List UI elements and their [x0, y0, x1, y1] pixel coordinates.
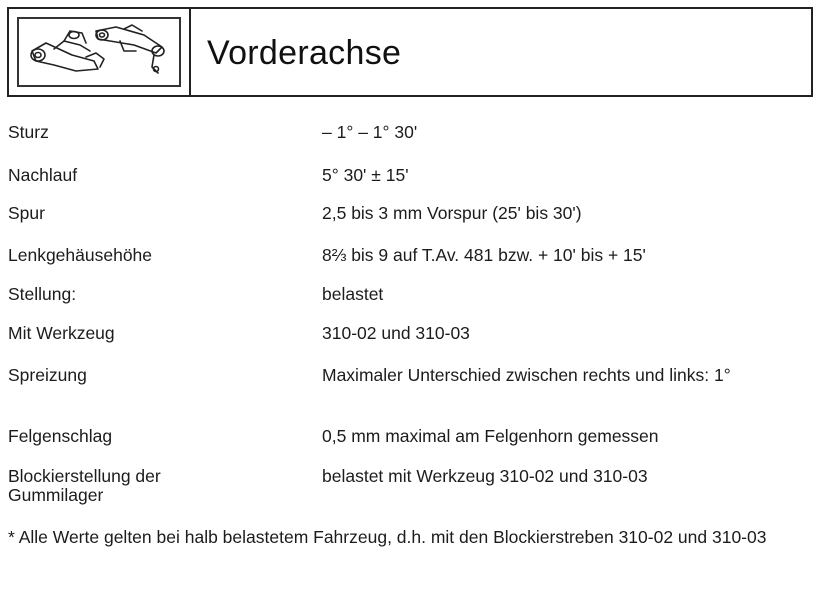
page-title: Vorderachse	[207, 34, 402, 72]
spec-value: Maximaler Unterschied zwischen rechts und links: 1°	[322, 365, 731, 385]
spec-value: 5° 30' ± 15'	[322, 165, 409, 185]
spec-value: 0,5 mm maximal am Felgenhorn gemessen	[322, 426, 659, 446]
spec-label: Sturz	[8, 122, 49, 142]
spec-value: 2,5 bis 3 mm Vorspur (25' bis 30')	[322, 203, 582, 223]
spec-value: belastet mit Werkzeug 310-02 und 310-03	[322, 466, 648, 486]
spec-value: 310-02 und 310-03	[322, 323, 470, 343]
spec-value: – 1° – 1° 30'	[322, 122, 418, 142]
spec-label: Spur	[8, 203, 45, 223]
spec-label: Stellung:	[8, 284, 77, 304]
spec-value: belastet	[322, 284, 384, 304]
page-header	[7, 7, 813, 97]
logo-frame	[17, 17, 181, 87]
front-axle-suspension-icon	[24, 21, 174, 83]
spec-label: Nachlauf	[8, 165, 78, 185]
spec-label: Spreizung	[8, 365, 87, 385]
footnote: * Alle Werte gelten bei halb belastetem Fahrzeug, d.h. mit den Blockierstreben 310-02 und 310-03	[8, 527, 767, 547]
spec-value: 8⅔ bis 9 auf T.Av. 481 bzw. + 10' bis + 15'	[322, 245, 646, 265]
spec-label: Blockierstellung der Gummilager	[8, 466, 161, 505]
spec-label: Felgenschlag	[8, 426, 113, 446]
spec-label: Mit Werkzeug	[8, 323, 115, 343]
logo-box	[9, 9, 191, 95]
spec-label: Lenkgehäusehöhe	[8, 245, 153, 265]
